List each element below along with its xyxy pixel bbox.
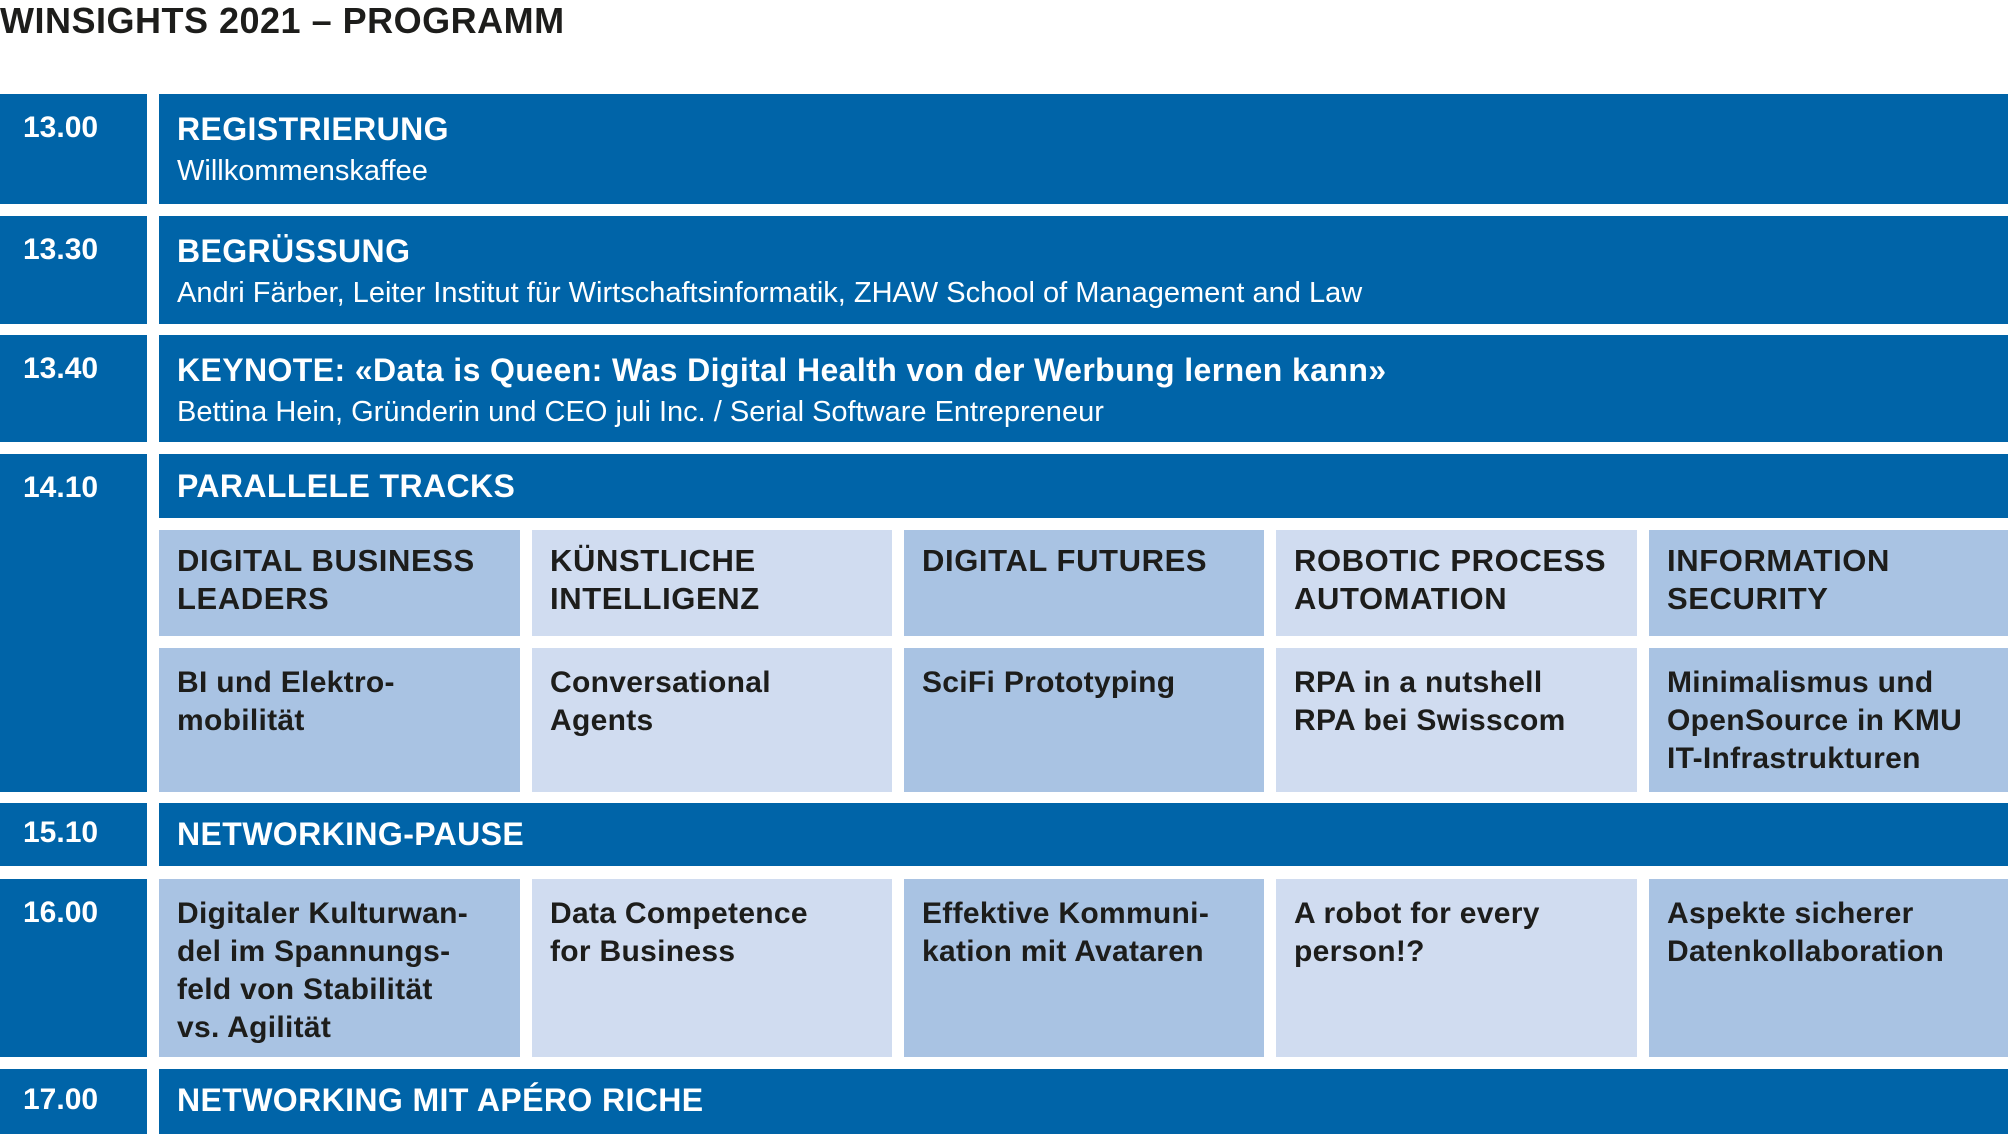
session-robot-for-every-person (1276, 879, 1637, 1057)
track-name: KÜNSTLICHE INTELLIGENZ (550, 543, 760, 616)
session-bi-elektromobilitaet (159, 648, 520, 792)
track-name: DIGITAL BUSINESS LEADERS (177, 543, 475, 616)
session-effektive-kommunikation (904, 879, 1264, 1057)
track-header-robotic-process-automation (1276, 530, 1637, 636)
page-title: WINSIGHTS 2021 – PROGRAMM (0, 0, 565, 41)
track-header-information-security (1649, 530, 2008, 636)
session-title: SciFi Prototyping (922, 666, 1176, 699)
track-header-digital-futures (904, 530, 1264, 636)
session-title: A robot for every person!? (1294, 897, 1540, 968)
session-title: RPA in a nutshell RPA bei Swisscom (1294, 666, 1566, 737)
time-slot-1340: 13.40 (0, 335, 147, 442)
session-minimalismus-opensource (1649, 648, 2008, 792)
session-conversational-agents (532, 648, 892, 792)
agenda-heading: KEYNOTE: «Data is Queen: Was Digital Health von der Werbung lernen kann» (177, 352, 1387, 388)
agenda-subtitle: Willkommenskaffee (177, 155, 428, 187)
agenda-item-parallele-tracks (159, 454, 2008, 518)
agenda-heading: NETWORKING-PAUSE (177, 816, 525, 852)
session-digitaler-kulturwandel (159, 879, 520, 1057)
agenda-item-begruessung (159, 216, 2008, 324)
time-slot-1300: 13.00 (0, 94, 147, 204)
session-rpa (1276, 648, 1637, 792)
agenda-heading: BEGRÜSSUNG (177, 233, 411, 269)
time-slot-1600: 16.00 (0, 879, 147, 1057)
track-header-kuenstliche-intelligenz (532, 530, 892, 636)
session-data-competence (532, 879, 892, 1057)
track-name: DIGITAL FUTURES (922, 543, 1208, 578)
agenda-subtitle: Bettina Hein, Gründerin und CEO juli Inc. / Serial Software Entrepreneur (177, 396, 1104, 428)
session-title: BI und Elektro- mobilität (177, 666, 395, 737)
session-title: Data Competence for Business (550, 897, 808, 968)
time-slot-1410: 14.10 (0, 454, 147, 792)
agenda-heading: REGISTRIERUNG (177, 111, 449, 147)
session-title: Conversational Agents (550, 666, 771, 737)
agenda-item-keynote (159, 335, 2008, 442)
agenda-item-networking-apero (159, 1069, 2008, 1134)
session-title: Effektive Kommuni- kation mit Avataren (922, 897, 1210, 968)
agenda-heading: PARALLELE TRACKS (177, 468, 516, 504)
agenda-subtitle: Andri Färber, Leiter Institut für Wirtschaftsinformatik, ZHAW School of Management and Law (177, 277, 1363, 309)
agenda-item-networking-pause (159, 803, 2008, 866)
track-name: ROBOTIC PROCESS AUTOMATION (1294, 543, 1607, 616)
session-title: Digitaler Kulturwan- del im Spannungs- feld von Stabilität vs. Agilität (177, 897, 469, 1044)
time-slot-1510: 15.10 (0, 803, 147, 866)
session-title: Aspekte sicherer Datenkollaboration (1667, 897, 1945, 968)
session-title: Minimalismus und OpenSource in KMU IT-Infrastrukturen (1667, 666, 1963, 775)
session-scifi-prototyping (904, 648, 1264, 792)
track-header-digital-business-leaders (159, 530, 520, 636)
session-datenkollaboration (1649, 879, 2008, 1057)
track-name: INFORMATION SECURITY (1667, 543, 1890, 616)
agenda-item-registrierung (159, 94, 2008, 204)
time-slot-1330: 13.30 (0, 216, 147, 324)
agenda-heading: NETWORKING MIT APÉRO RICHE (177, 1082, 704, 1118)
time-slot-1700: 17.00 (0, 1069, 147, 1134)
